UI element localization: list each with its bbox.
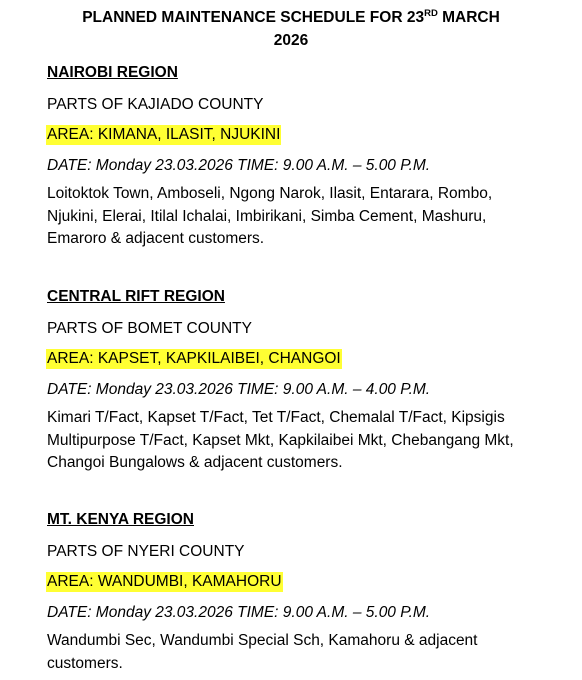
area-highlight: AREA: KAPSET, KAPKILAIBEI, CHANGOI bbox=[47, 350, 341, 367]
document-title bbox=[0, 8, 582, 28]
title-text: PLANNED MAINTENANCE SCHEDULE FOR 23 bbox=[82, 9, 425, 26]
affected-places: Loitoktok Town, Amboseli, Ngong Narok, Ilasit, Entarara, Rombo, Njukini, Elerai, Itilal Ichalai, Imbirikani, Simba Cement, Mashuru, Emaroro & adjacent customers. bbox=[47, 185, 493, 247]
title-superscript: RD bbox=[424, 8, 438, 19]
county-label: PARTS OF BOMET COUNTY bbox=[47, 320, 252, 337]
title-month: MARCH bbox=[437, 9, 500, 26]
affected-places: Wandumbi Sec, Wandumbi Special Sch, Kamahoru & adjacent customers. bbox=[47, 632, 478, 672]
area-highlight: AREA: WANDUMBI, KAMAHORU bbox=[47, 573, 282, 590]
document-title-year: 2026 bbox=[273, 32, 309, 49]
county-label: PARTS OF NYERI COUNTY bbox=[47, 543, 245, 560]
area-highlight: AREA: KIMANA, ILASIT, NJUKINI bbox=[47, 126, 281, 143]
county-label: PARTS OF KAJIADO COUNTY bbox=[47, 96, 264, 113]
date-time-line: DATE: Monday 23.03.2026 TIME: 9.00 A.M. – 5.00 P.M. bbox=[47, 157, 431, 174]
date-time-line: DATE: Monday 23.03.2026 TIME: 9.00 A.M. – 4.00 P.M. bbox=[47, 381, 431, 398]
region-heading: NAIROBI REGION bbox=[47, 64, 178, 81]
affected-places: Kimari T/Fact, Kapset T/Fact, Tet T/Fact, Chemalal T/Fact, Kipsigis Multipurpose T/Fact, Kapset Mkt, Kapkilaibei Mkt, Chebangang Mkt, Changoi Bungalows & adjacent customers. bbox=[47, 409, 514, 471]
date-time-line: DATE: Monday 23.03.2026 TIME: 9.00 A.M. – 5.00 P.M. bbox=[47, 604, 431, 621]
region-heading: MT. KENYA REGION bbox=[47, 511, 194, 528]
region-heading: CENTRAL RIFT REGION bbox=[47, 288, 225, 305]
